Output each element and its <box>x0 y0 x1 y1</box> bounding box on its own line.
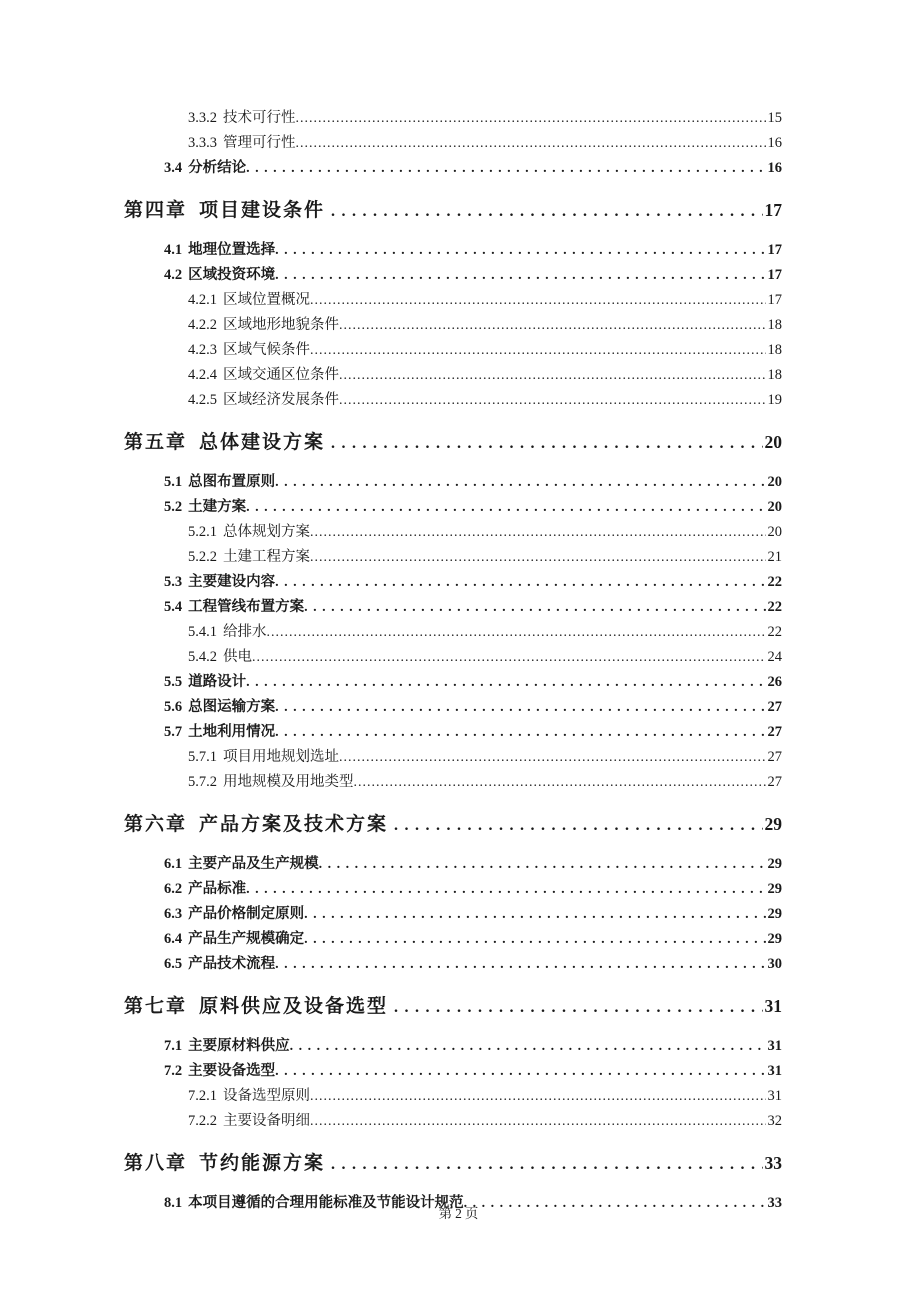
toc-entry-number: 8.1 <box>164 1195 183 1211</box>
toc-entry-number: 6.2 <box>164 881 183 897</box>
toc-entry-page: 27 <box>767 749 782 765</box>
toc-dot-leader <box>394 993 762 1021</box>
toc-entry-page: 18 <box>767 367 782 383</box>
toc-dot-leader <box>246 495 765 520</box>
toc-entry <box>124 470 782 495</box>
toc-dot-leader <box>304 927 765 952</box>
toc-entry-page: 16 <box>767 135 782 151</box>
toc-entry <box>124 156 782 181</box>
toc-entry <box>124 770 782 795</box>
toc-entry-number: 第六章 <box>124 814 188 835</box>
toc-dot-leader <box>275 1059 765 1084</box>
toc-entry <box>124 1084 782 1109</box>
toc-dot-leader <box>304 902 765 927</box>
toc-entry-page: 17 <box>767 242 782 258</box>
toc-entry-page: 30 <box>767 956 782 972</box>
toc-dot-leader <box>331 1150 762 1178</box>
toc-dot-leader <box>354 770 766 795</box>
toc-dot-leader <box>319 852 766 877</box>
toc-entry-number: 7.2 <box>164 1063 183 1079</box>
toc-entry-page: 18 <box>767 342 782 358</box>
toc-entry <box>124 811 782 839</box>
toc-entry-title: 区域交通区位条件 <box>223 367 339 383</box>
toc-entry-number: 4.1 <box>164 242 183 258</box>
toc-entry-title: 土地利用情况 <box>188 724 276 740</box>
toc-dot-leader <box>339 388 766 413</box>
toc-entry <box>124 388 782 413</box>
toc-entry-page: 27 <box>767 699 782 715</box>
toc-entry <box>124 238 782 263</box>
toc-dot-leader <box>246 877 765 902</box>
toc-entry-title: 分析结论 <box>188 160 247 176</box>
toc-entry-title: 区域投资环境 <box>188 267 276 283</box>
toc-entry-title: 产品标准 <box>188 881 247 897</box>
toc-entry-title: 主要原材料供应 <box>188 1038 290 1054</box>
toc-entry-number: 7.2.2 <box>188 1113 217 1129</box>
toc-entry-page: 15 <box>767 110 782 126</box>
toc-entry-number: 3.3.2 <box>188 110 217 126</box>
toc-entry-number: 4.2.1 <box>188 292 217 308</box>
toc-entry-title: 区域地形地貌条件 <box>223 317 339 333</box>
toc-entry-page: 18 <box>767 317 782 333</box>
toc-entry <box>124 313 782 338</box>
toc-entry <box>124 106 782 131</box>
toc-entry-title: 设备选型原则 <box>223 1088 310 1104</box>
toc-entry-title: 用地规模及用地类型 <box>223 774 354 790</box>
toc-dot-leader <box>246 156 765 181</box>
toc-entry-title: 产品技术流程 <box>188 956 276 972</box>
toc-entry-title: 土建方案 <box>188 499 247 515</box>
toc-entry-title: 管理可行性 <box>223 135 296 151</box>
toc-entry <box>124 363 782 388</box>
toc-dot-leader <box>275 570 765 595</box>
toc-entry-page: 22 <box>767 624 782 640</box>
toc-entry-page: 29 <box>767 856 782 872</box>
toc-entry <box>124 1109 782 1134</box>
toc-dot-leader <box>275 720 765 745</box>
toc-dot-leader <box>310 1109 766 1134</box>
toc-entry-page: 20 <box>767 499 782 515</box>
toc-entry <box>124 595 782 620</box>
toc-entry <box>124 670 782 695</box>
toc-entry <box>124 131 782 156</box>
toc-entry-title: 技术可行性 <box>223 110 296 126</box>
toc-dot-leader <box>339 363 766 388</box>
toc-entry-page: 32 <box>767 1113 782 1129</box>
toc-entry <box>124 927 782 952</box>
toc-dot-leader <box>310 338 766 363</box>
toc-entry-number: 5.4 <box>164 599 183 615</box>
toc-entry-number: 第五章 <box>124 432 188 453</box>
toc-entry <box>124 1059 782 1084</box>
toc-entry-page: 24 <box>767 649 782 665</box>
toc-entry-number: 5.4.1 <box>188 624 217 640</box>
toc-dot-leader <box>296 106 766 131</box>
toc-entry-title: 项目建设条件 <box>199 200 326 221</box>
toc-entry-number: 5.2 <box>164 499 183 515</box>
toc-entry-number: 6.3 <box>164 906 183 922</box>
toc-entry-title: 土建工程方案 <box>223 549 310 565</box>
toc-dot-leader <box>275 695 765 720</box>
toc-entry-title: 原料供应及设备选型 <box>199 996 389 1017</box>
toc-dot-leader <box>275 470 765 495</box>
toc-entry-number: 7.1 <box>164 1038 183 1054</box>
toc-entry-page: 31 <box>764 996 782 1016</box>
toc-entry <box>124 570 782 595</box>
toc-entry <box>124 852 782 877</box>
toc-entry-number: 6.1 <box>164 856 183 872</box>
toc-entry <box>124 263 782 288</box>
toc-entry-page: 22 <box>767 599 782 615</box>
toc-entry-title: 本项目遵循的合理用能标准及节能设计规范 <box>188 1195 464 1211</box>
toc-entry-title: 区域气候条件 <box>223 342 310 358</box>
toc-entry-title: 主要设备选型 <box>188 1063 276 1079</box>
toc-dot-leader <box>290 1034 766 1059</box>
toc-entry-title: 产品价格制定原则 <box>188 906 305 922</box>
toc-dot-leader <box>275 263 765 288</box>
toc-entry-page: 29 <box>767 881 782 897</box>
toc-entry-page: 20 <box>764 432 782 452</box>
toc-entry-number: 5.2.2 <box>188 549 217 565</box>
toc-entry <box>124 695 782 720</box>
toc-entry <box>124 952 782 977</box>
toc-entry-title: 主要产品及生产规模 <box>188 856 319 872</box>
toc-entry-page: 17 <box>767 292 782 308</box>
toc-entry <box>124 288 782 313</box>
toc-entry-title: 区域位置概况 <box>223 292 310 308</box>
toc-entry-page: 22 <box>767 574 782 590</box>
toc-entry-title: 总体建设方案 <box>199 432 326 453</box>
toc-entry-number: 6.4 <box>164 931 183 947</box>
toc-entry-page: 19 <box>767 392 782 408</box>
toc-entry-title: 总图运输方案 <box>188 699 276 715</box>
toc-entry-number: 3.4 <box>164 160 183 176</box>
toc-dot-leader <box>246 670 765 695</box>
toc-entry-title: 产品生产规模确定 <box>188 931 305 947</box>
toc-dot-leader <box>310 545 766 570</box>
toc-entry-number: 5.2.1 <box>188 524 217 540</box>
toc-entry <box>124 645 782 670</box>
toc-entry-title: 供电 <box>223 649 252 665</box>
toc-entry <box>124 745 782 770</box>
toc-entry-page: 21 <box>767 549 782 565</box>
toc-entry-title: 主要建设内容 <box>188 574 276 590</box>
toc-entry-number: 5.5 <box>164 674 183 690</box>
toc-dot-leader <box>331 197 762 225</box>
toc-entry-number: 5.7.1 <box>188 749 217 765</box>
toc-dot-leader <box>275 952 765 977</box>
toc-entry <box>124 1150 782 1178</box>
toc-entry-number: 4.2 <box>164 267 183 283</box>
toc-dot-leader <box>275 238 765 263</box>
toc-entry <box>124 1034 782 1059</box>
toc-entry-number: 4.2.3 <box>188 342 217 358</box>
toc-entry-page: 33 <box>767 1195 782 1211</box>
toc-entry <box>124 520 782 545</box>
toc-entry-title: 总体规划方案 <box>223 524 310 540</box>
toc-entry-title: 节约能源方案 <box>199 1153 326 1174</box>
toc-entry-number: 5.3 <box>164 574 183 590</box>
toc-entry <box>124 545 782 570</box>
toc-entry <box>124 495 782 520</box>
toc-entry-number: 第四章 <box>124 200 188 221</box>
toc-entry-number: 5.7.2 <box>188 774 217 790</box>
toc-dot-leader <box>252 645 766 670</box>
toc-dot-leader <box>331 429 762 457</box>
toc-entry-number: 第八章 <box>124 1153 188 1174</box>
toc-entry-page: 17 <box>764 200 782 220</box>
toc-entry-page: 29 <box>767 906 782 922</box>
toc-entry <box>124 620 782 645</box>
toc-dot-leader <box>339 313 766 338</box>
table-of-contents <box>124 106 782 1216</box>
toc-entry <box>124 720 782 745</box>
toc-entry <box>124 877 782 902</box>
toc-entry-page: 20 <box>767 474 782 490</box>
toc-entry-title: 给排水 <box>223 624 267 640</box>
toc-entry-title: 主要设备明细 <box>223 1113 310 1129</box>
toc-entry <box>124 338 782 363</box>
toc-entry-number: 第七章 <box>124 996 188 1017</box>
toc-entry <box>124 902 782 927</box>
toc-dot-leader <box>310 1084 766 1109</box>
toc-entry-page: 20 <box>767 524 782 540</box>
toc-entry-title: 工程管线布置方案 <box>188 599 305 615</box>
toc-entry-number: 5.6 <box>164 699 183 715</box>
toc-entry-page: 26 <box>767 674 782 690</box>
toc-entry-page: 17 <box>767 267 782 283</box>
toc-entry-page: 29 <box>764 814 782 834</box>
toc-entry-title: 产品方案及技术方案 <box>199 814 389 835</box>
toc-entry-title: 项目用地规划选址 <box>223 749 339 765</box>
toc-entry-number: 6.5 <box>164 956 183 972</box>
toc-entry-page: 29 <box>767 931 782 947</box>
toc-entry <box>124 429 782 457</box>
toc-entry-number: 3.3.3 <box>188 135 217 151</box>
toc-entry-title: 总图布置原则 <box>188 474 276 490</box>
toc-entry-page: 31 <box>767 1063 782 1079</box>
toc-entry-number: 4.2.5 <box>188 392 217 408</box>
page-number-label: 第2页 <box>438 1206 482 1221</box>
toc-entry-page: 31 <box>767 1038 782 1054</box>
toc-entry-page: 27 <box>767 724 782 740</box>
toc-entry-number: 5.1 <box>164 474 183 490</box>
toc-entry-page: 31 <box>767 1088 782 1104</box>
toc-entry-number: 4.2.4 <box>188 367 217 383</box>
toc-entry-title: 地理位置选择 <box>188 242 276 258</box>
toc-dot-leader <box>310 520 766 545</box>
toc-entry <box>124 993 782 1021</box>
page-footer <box>0 1202 920 1222</box>
toc-dot-leader <box>394 811 762 839</box>
toc-entry-number: 5.7 <box>164 724 183 740</box>
toc-dot-leader <box>310 288 766 313</box>
toc-entry-number: 4.2.2 <box>188 317 217 333</box>
toc-entry-title: 道路设计 <box>188 674 247 690</box>
toc-entry-page: 33 <box>764 1153 782 1173</box>
toc-dot-leader <box>267 620 766 645</box>
toc-dot-leader <box>296 131 766 156</box>
toc-entry-page: 16 <box>767 160 782 176</box>
toc-dot-leader <box>339 745 766 770</box>
toc-entry-number: 7.2.1 <box>188 1088 217 1104</box>
toc-entry-title: 区域经济发展条件 <box>223 392 339 408</box>
toc-dot-leader <box>304 595 765 620</box>
toc-entry-number: 5.4.2 <box>188 649 217 665</box>
toc-entry <box>124 197 782 225</box>
toc-entry-page: 27 <box>767 774 782 790</box>
